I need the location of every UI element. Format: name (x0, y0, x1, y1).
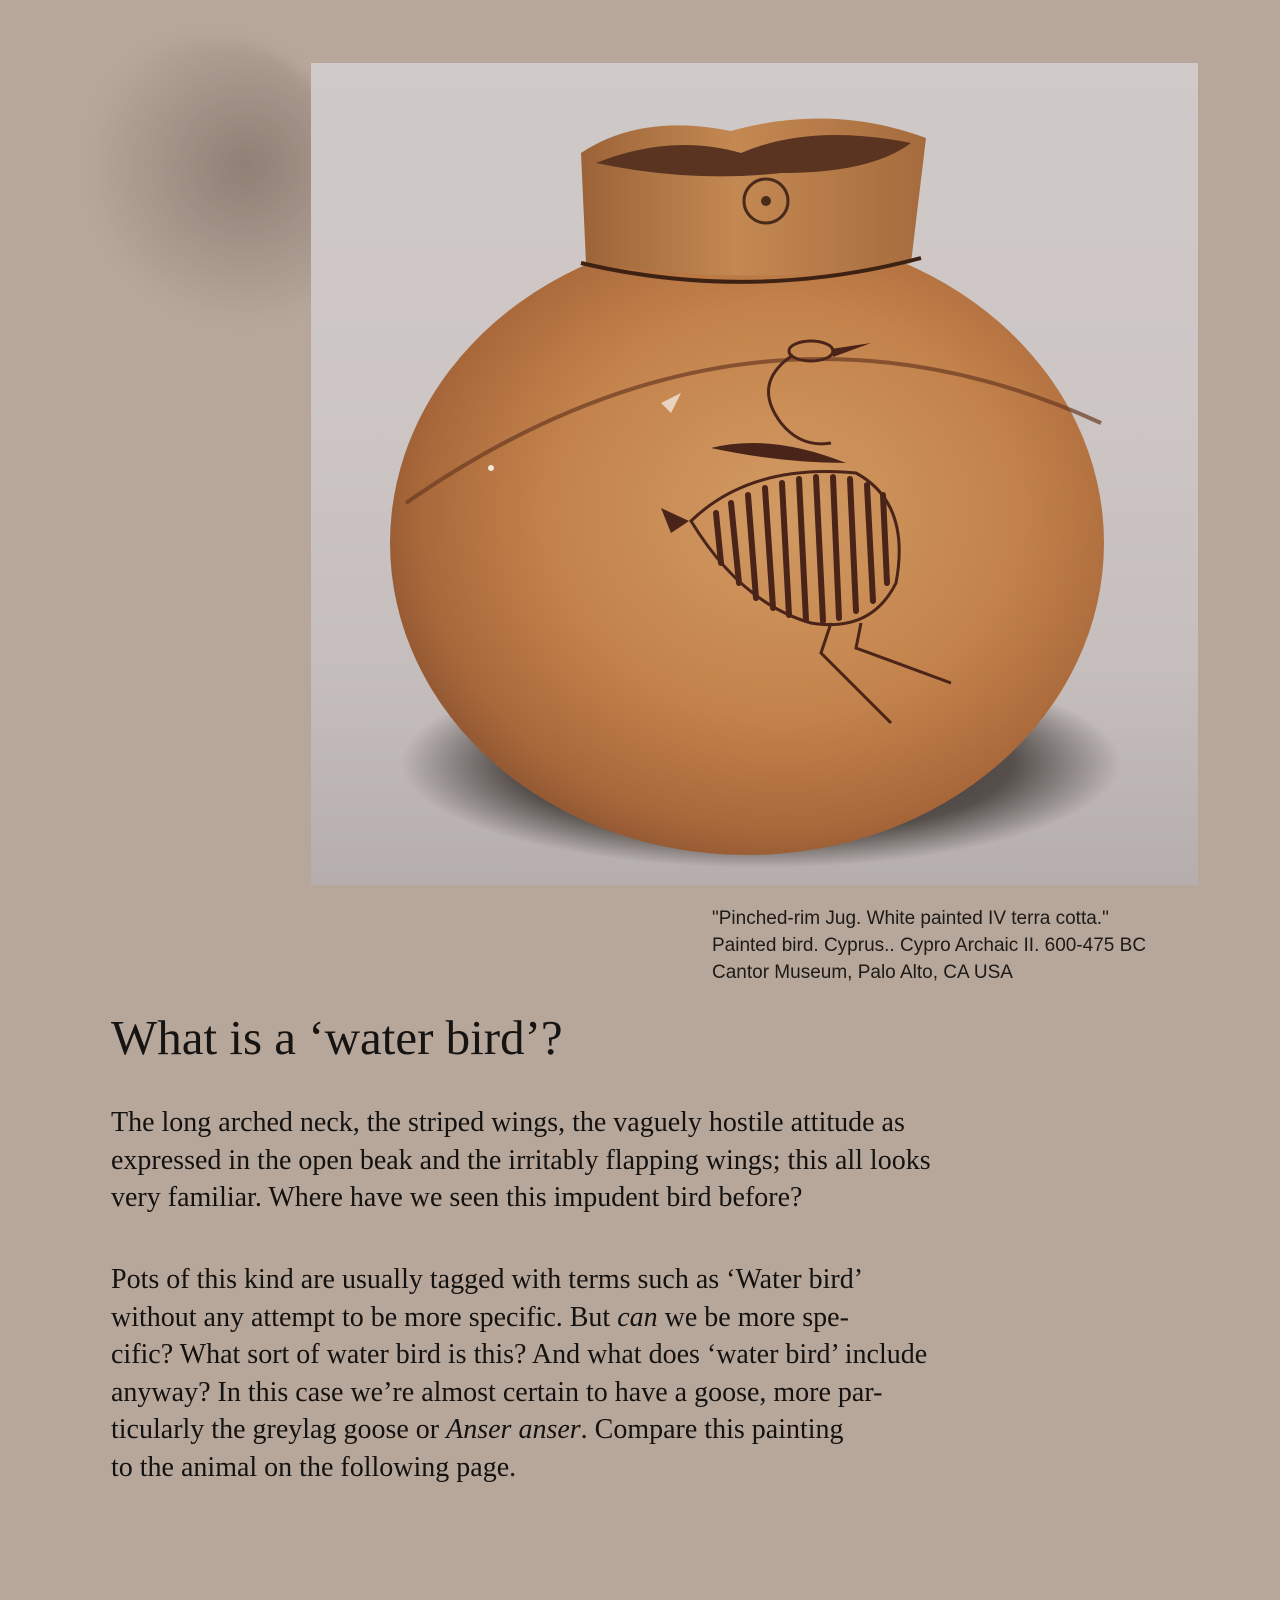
text-line (111, 1411, 1111, 1449)
pot-body (390, 231, 1104, 855)
jug-illustration (311, 63, 1198, 885)
text-line: to the animal on the following page. (111, 1451, 517, 1483)
jug-photograph (311, 63, 1198, 885)
emphasis-can: can (617, 1301, 658, 1333)
text-line (111, 1299, 1111, 1337)
text-line: The long arched neck, the striped wings, the vaguely hostile attitude as (111, 1107, 905, 1138)
caption-line: Painted bird. Cyprus.. Cypro Archaic II. 600-475 BC (712, 935, 1147, 956)
paragraph-identification (111, 1261, 1111, 1486)
photo-caption (712, 905, 1212, 986)
text-line: expressed in the open beak and the irritably flapping wings; this all looks (111, 1144, 931, 1176)
text-line: very familiar. Where have we seen this impudent bird before? (111, 1182, 803, 1213)
text-fragment: ticularly the greylag goose or (111, 1414, 447, 1445)
text-line: cific? What sort of water bird is this? And what does ‘water bird’ include (111, 1339, 928, 1370)
text-fragment: we be more spe- (657, 1301, 849, 1333)
text-line: anyway? In this case we’re almost certain to have a goose, more par- (111, 1376, 883, 1408)
caption-line: Cantor Museum, Palo Alto, CA USA (712, 962, 1013, 983)
caption-line: "Pinched-rim Jug. White painted IV terra cotta." (712, 908, 1109, 929)
text-fragment: . Compare this painting (580, 1414, 844, 1445)
text-line: Pots of this kind are usually tagged with terms such as ‘Water bird’ (111, 1264, 864, 1295)
text-fragment: without any attempt to be more specific. But (111, 1301, 618, 1333)
species-name: Anser anser (446, 1414, 581, 1445)
paragraph-intro (111, 1104, 1111, 1217)
page-heading: What is a ‘water bird’? (111, 1010, 563, 1065)
